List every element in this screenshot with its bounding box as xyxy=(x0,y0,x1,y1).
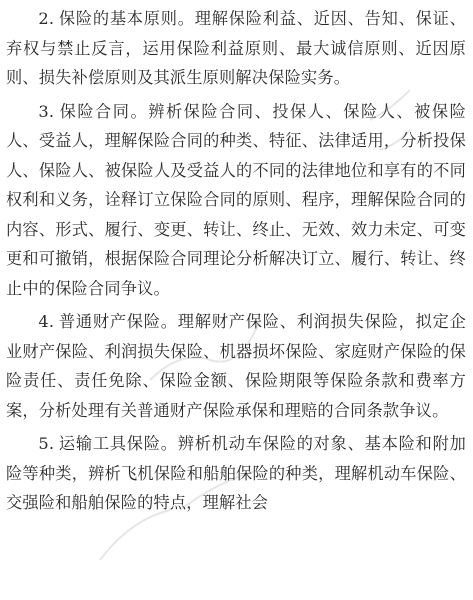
paragraph-number: 3. xyxy=(38,101,55,121)
paragraph-number: 4. xyxy=(38,312,55,331)
paragraph-insurance-principles xyxy=(6,4,466,93)
paragraph-property-insurance xyxy=(6,307,466,425)
paragraph-text: 普通财产保险。理解财产保险、利润损失保险，拟定企业财产保险、利润损失保险、机器损坏保险、家庭财产保险的保险责任、责任免除、保险金额、保险期限等保险条款和费率方案，分析处理有关普通财产保险承保和理赔的合同条款争议。 xyxy=(6,312,466,420)
document-page xyxy=(6,4,466,522)
paragraph-number: 2. xyxy=(38,9,55,28)
paragraph-text: 保险的基本原则。理解保险利益、近因、告知、保证、弃权与禁止反言，运用保险利益原则、最大诚信原则、近因原则、损失补偿原则及其派生原则解决保险实务。 xyxy=(6,9,466,87)
paragraph-vehicle-insurance xyxy=(6,429,466,518)
paragraph-text: 保险合同。辨析保险合同、投保人、保险人、被保险人、受益人，理解保险合同的种类、特征、法律适用，分析投保人、保险人、被保险人及受益人的不同的法律地位和享有的不同权利和义务，诠释订立保险合同的原则、程序，理解保险合同的内容、形式、履行、变更、转让、终止、无效、效力未定、可变更和可撤销，根据保险合同理论分析解决订立、履行、转让、终止中的保险合同争议。 xyxy=(6,101,466,298)
paragraph-insurance-contract xyxy=(6,97,466,304)
paragraph-number: 5. xyxy=(38,434,55,453)
paragraph-text: 运输工具保险。辨析机动车保险的对象、基本险和附加险等种类，辨析飞机保险和船舶保险的种类，理解机动车保险、交强险和船舶保险的特点，理解社会 xyxy=(6,434,466,512)
